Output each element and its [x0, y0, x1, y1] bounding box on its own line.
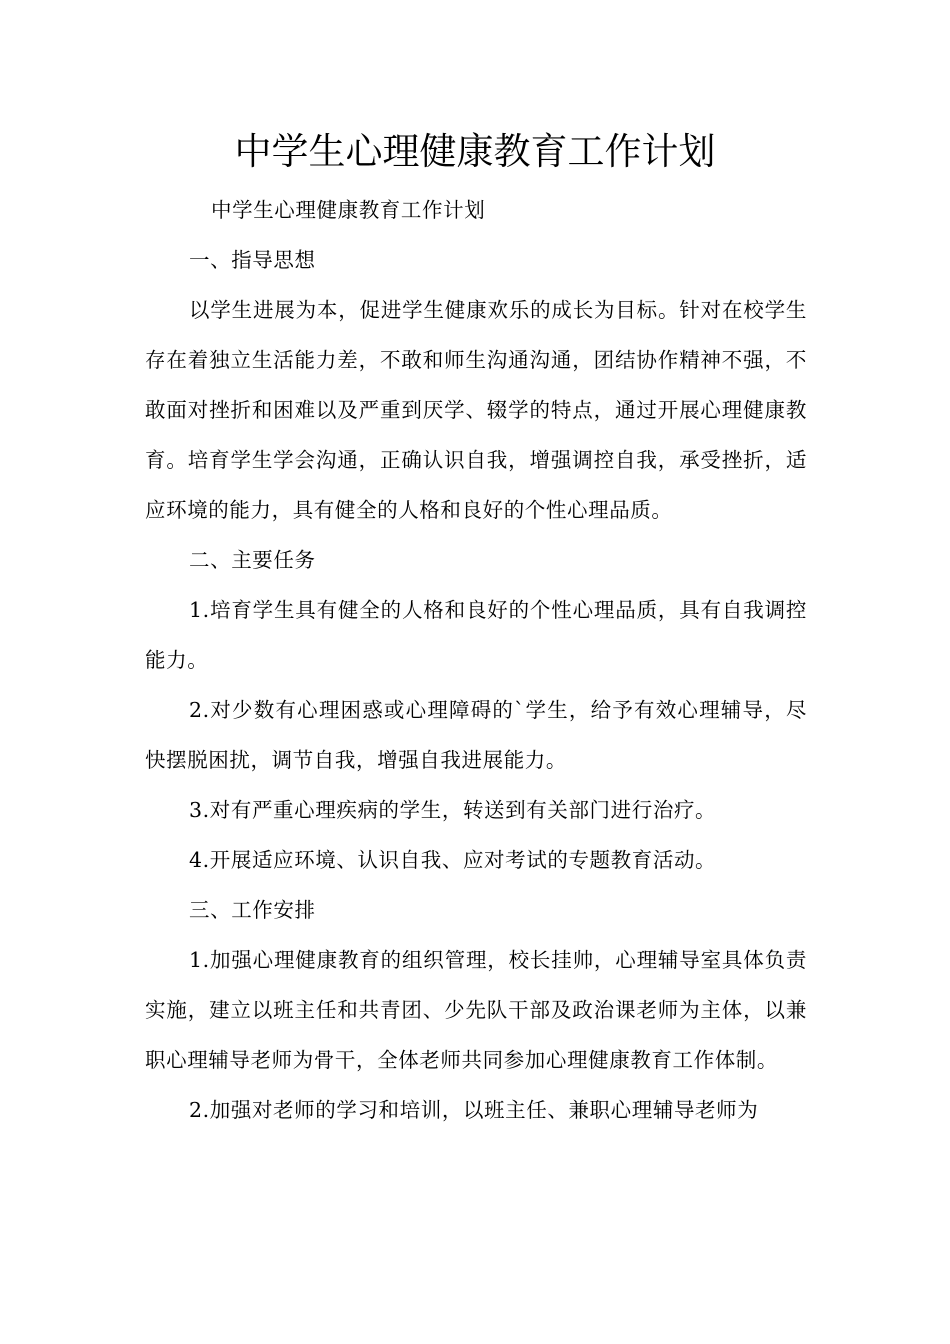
- arrangement-item-2: 2.加强对老师的学习和培训，以班主任、兼职心理辅导老师为: [189, 1098, 759, 1122]
- paragraph: 以学生进展为本，促进学生健康欢乐的成长为目标。针对在校学生存在着独立生活能力差，不敢和师生沟通沟通，团结协作精神不强，不敢面对挫折和困难以及严重到厌学、辍学的特点，通过开展心理健康教育。培育学生学会沟通，正确认识自我，增强调控自我，承受挫折，适应环境的能力，具有健全的人格和良好的个性心理品质。: [145, 298, 807, 522]
- document-title: 中学生心理健康教育工作计划: [234, 130, 716, 173]
- section-heading-guiding-ideology: 一、指导思想: [189, 248, 316, 272]
- section-heading-work-arrangement: 三、工作安排: [189, 898, 316, 922]
- task-item-1: 1.培育学生具有健全的人格和良好的个性心理品质，具有自我调控能力。: [145, 598, 807, 672]
- document-body: [145, 185, 807, 1135]
- section-heading-main-tasks: 二、主要任务: [189, 548, 316, 572]
- arrangement-item-1: 1.加强心理健康教育的组织管理，校长挂帅，心理辅导室具体负责实施，建立以班主任和共青团、少先队干部及政治课老师为主体，以兼职心理辅导老师为骨干，全体老师共同参加心理健康教育工作体制。: [145, 948, 807, 1072]
- document-subtitle: 中学生心理健康教育工作计划: [211, 198, 486, 222]
- task-item-2: 2.对少数有心理困惑或心理障碍的`学生，给予有效心理辅导，尽快摆脱困扰，调节自我，增强自我进展能力。: [145, 698, 807, 772]
- task-item-3: 3.对有严重心理疾病的学生，转送到有关部门进行治疗。: [189, 798, 717, 822]
- task-item-4: 4.开展适应环境、认识自我、应对考试的专题教育活动。: [189, 848, 717, 872]
